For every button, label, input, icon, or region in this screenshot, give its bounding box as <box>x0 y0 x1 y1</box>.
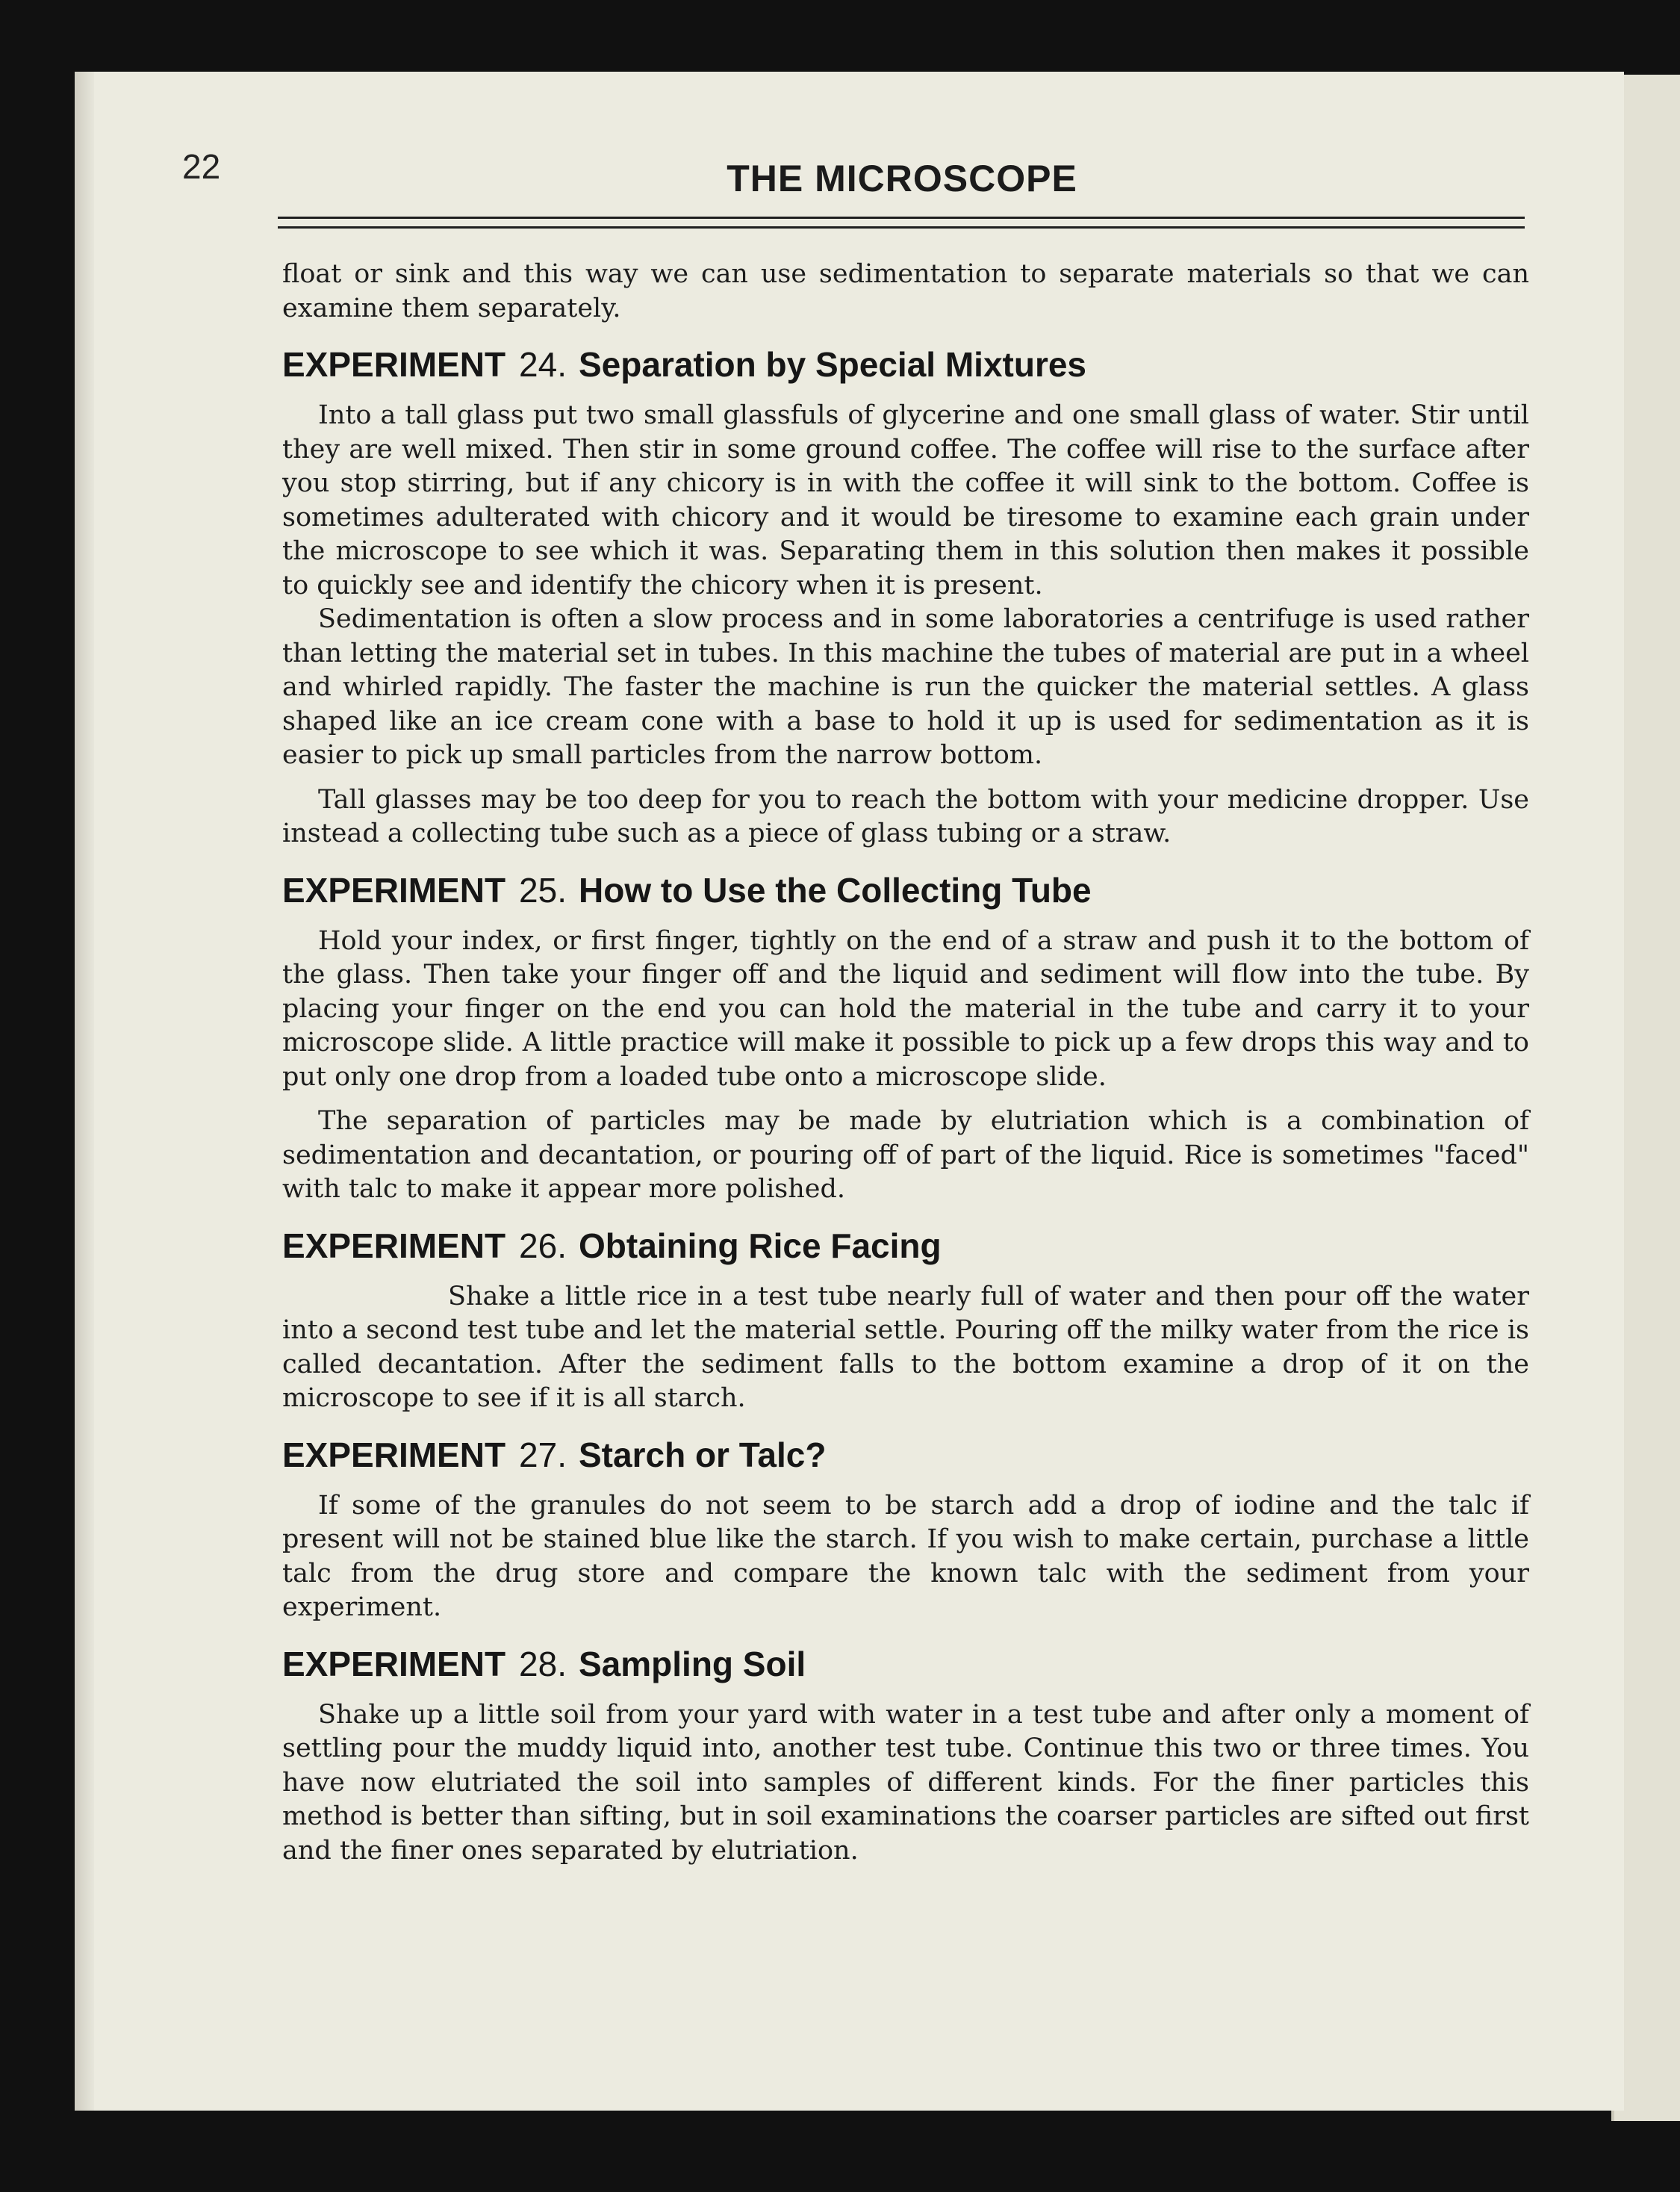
experiment-24-paragraph-2: Sedimentation is often a slow process and in some laboratories a centrifuge is used rather than letting the material set in tubes. In this machine the tubes of material are put in a wheel and whirled rapidly. The faster the machine is run the quicker the material settles. A glass shaped like an ice cream cone with a base to hold it up is used for sedimentation as it is easier to pick up small particles from the narrow bottom. <box>282 604 1529 770</box>
experiment-24-paragraph-1: Into a tall glass put two small glassfuls of glycerine and one small glass of water. Stir until they are well mixed. Then stir in some ground coffee. The coffee will rise to the surface after you stop stirring, but if any chicory is in with the coffee it will sink to the bottom. Coffee is sometimes adulterated with chicory and it would be tiresome to examine each grain under the microscope to see which it was. Separating them in this solution then makes it possible to quickly see and identify the chicory when it is present. <box>282 400 1529 600</box>
experiment-title: Sampling Soil <box>579 1644 806 1683</box>
experiment-26-paragraph-1: Shake a little rice in a test tube nearly full of water and then pour off the water into a second test tube and let the material settle. Pouring off the milky water from the rice is called decantation. After the sediment falls to the bottom examine a drop of it on the microscope to see if it is all starch. <box>282 1281 1529 1413</box>
experiment-title: How to Use the Collecting Tube <box>579 870 1092 910</box>
experiment-28-paragraph-1: Shake up a little soil from your yard with water in a test tube and after only a moment of settling pour the muddy liquid into, another test tube. Continue this two or three times. You have now elutriated the soil into samples of different kinds. For the finer particles this method is better than sifting, but in soil examinations the coarser particles are sifted out first and the finer ones separated by elutriation. <box>282 1699 1529 1866</box>
experiment-title: Separation by Special Mixtures <box>579 345 1087 384</box>
experiment-number: 28. <box>519 1644 567 1683</box>
experiment-title: Obtaining Rice Facing <box>579 1226 942 1265</box>
experiment-number: 25. <box>519 870 567 910</box>
experiment-label: EXPERIMENT <box>282 345 506 384</box>
header-rule-top <box>278 217 1525 219</box>
experiment-label: EXPERIMENT <box>282 1644 506 1683</box>
running-head: THE MICROSCOPE <box>727 158 1077 199</box>
continued-paragraph: float or sink and this way we can use sedimentation to separate materials so that we can examine them separately. <box>282 259 1529 323</box>
experiment-title: Starch or Talc? <box>579 1435 827 1474</box>
header-rule-bottom <box>278 226 1525 229</box>
page-body <box>282 258 1529 1878</box>
experiment-number: 26. <box>519 1226 567 1265</box>
experiment-25-paragraph-2: The separation of particles may be made by elutriation which is a combination of sedimentation and decantation, or pouring off of part of the liquid. Rice is sometimes "faced" with talc to make it appear more polished. <box>282 1106 1529 1204</box>
experiment-27-heading <box>282 1434 1529 1476</box>
experiment-24-heading <box>282 344 1529 385</box>
experiment-label: EXPERIMENT <box>282 870 506 910</box>
experiment-label: EXPERIMENT <box>282 1226 506 1265</box>
experiment-26-heading <box>282 1225 1529 1267</box>
page-number: 22 <box>182 147 221 186</box>
experiment-27-paragraph-1: If some of the granules do not seem to be starch add a drop of iodine and the talc if present will not be stained blue like the starch. If you wish to make certain, purchase a little talc from the drug store and compare the known talc with the sediment from your experiment. <box>282 1490 1529 1622</box>
experiment-number: 24. <box>519 345 567 384</box>
experiment-24-paragraph-3: Tall glasses may be too deep for you to reach the bottom with your medicine dropper. Use instead a collecting tube such as a piece of glass tubing or a straw. <box>282 784 1529 848</box>
spine-shadow <box>75 72 94 2111</box>
experiment-25-heading <box>282 869 1529 911</box>
experiment-label: EXPERIMENT <box>282 1435 506 1474</box>
experiment-25-paragraph-1: Hold your index, or first finger, tightly on the end of a straw and push it to the bottom of the glass. Then take your finger off and the liquid and sediment will flow into the tube. By placing your finger on the end you can hold the material in the tube and carry it to your microscope slide. A little practice will make it possible to pick up a few drops this way and to put only one drop from a loaded tube onto a microscope slide. <box>282 925 1529 1092</box>
experiment-number: 27. <box>519 1435 567 1474</box>
experiment-28-heading <box>282 1643 1529 1685</box>
